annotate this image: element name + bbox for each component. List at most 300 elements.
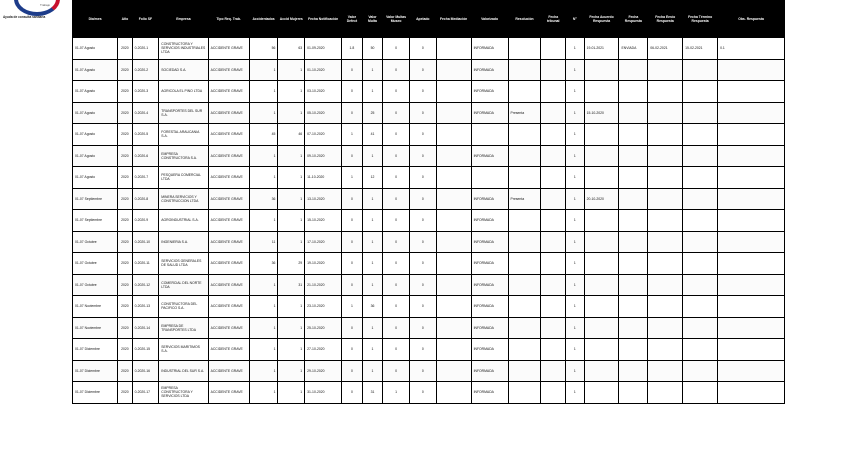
table-cell: 0 [383, 253, 410, 275]
table-cell [648, 59, 683, 81]
table-cell: 01-07 Septiembre [73, 210, 118, 232]
table-cell: ACCIDENTE GRAVE [208, 274, 249, 296]
table-cell: 11 [249, 231, 278, 253]
table-cell [436, 231, 471, 253]
table-row[interactable] [73, 102, 785, 124]
table-cell [541, 253, 566, 275]
table-cell: 0-2020-13 [132, 296, 159, 318]
table-cell: INFORMADA [471, 210, 508, 232]
table-cell: 1 [278, 210, 305, 232]
table-cell: 41 [362, 124, 383, 146]
table-cell: 0 [383, 317, 410, 339]
table-cell: 2020 [118, 317, 132, 339]
table-cell: 0 [409, 382, 436, 404]
table-cell [541, 296, 566, 318]
column-header[interactable]: Valorizado [471, 1, 508, 38]
table-cell [648, 296, 683, 318]
table-cell: 0 [383, 231, 410, 253]
table-cell: ACCIDENTE GRAVE [208, 145, 249, 167]
table-cell: PESQUERA COMERCIAL LTDA [159, 167, 208, 189]
table-cell [718, 81, 785, 103]
table-cell: 0 [383, 124, 410, 146]
table-cell: 0-2020-14 [132, 317, 159, 339]
table-cell: 1 [249, 81, 278, 103]
table-cell: AGRICOLA EL PINO LTDA [159, 81, 208, 103]
table-cell [718, 188, 785, 210]
table-cell [648, 317, 683, 339]
table-cell: 1 [566, 231, 584, 253]
table-cell: 0 [409, 253, 436, 275]
table-cell [648, 188, 683, 210]
table-cell [584, 124, 619, 146]
column-header[interactable]: Accidentados [249, 1, 278, 38]
table-cell: 0-2020-15 [132, 339, 159, 361]
table-cell: SOCIEDAD S.A. [159, 59, 208, 81]
table-cell: 01-07 Septiembre [73, 188, 118, 210]
table-cell: ACCIDENTE GRAVE [208, 102, 249, 124]
table-cell: 1 [566, 339, 584, 361]
table-cell: 0 [383, 339, 410, 361]
table-cell: Presenta [508, 188, 541, 210]
table-cell: 1 [362, 253, 383, 275]
column-header[interactable]: N° [566, 1, 584, 38]
table-cell [541, 210, 566, 232]
table-cell: 13-10-2020 [305, 188, 342, 210]
table-cell [541, 231, 566, 253]
column-header[interactable]: Apelado [409, 1, 436, 38]
table-cell [436, 253, 471, 275]
table-cell: 2020 [118, 382, 132, 404]
column-header[interactable]: Valor Defect [342, 1, 363, 38]
table-cell [619, 339, 648, 361]
table-cell: INFORMADA [471, 102, 508, 124]
table-cell: 1 [566, 296, 584, 318]
table-cell: 1 [566, 167, 584, 189]
table-row[interactable] [73, 188, 785, 210]
table-cell [584, 382, 619, 404]
table-cell [619, 274, 648, 296]
table-cell [648, 102, 683, 124]
table-row[interactable] [73, 124, 785, 146]
table-cell: ACCIDENTE GRAVE [208, 167, 249, 189]
table-cell [436, 188, 471, 210]
table-cell: 23-10-2020 [305, 296, 342, 318]
table-cell [436, 274, 471, 296]
table-cell [683, 145, 718, 167]
table-cell: 19-01-2021 [584, 38, 619, 60]
table-cell: ACCIDENTE GRAVE [208, 38, 249, 60]
table-cell: INFORMADA [471, 253, 508, 275]
table-cell [619, 188, 648, 210]
table-row[interactable] [73, 296, 785, 318]
table-cell [718, 102, 785, 124]
table-cell: 0 [409, 102, 436, 124]
table-cell: EMPRESA CONSTRUCTORA Y SERVICIOS LTDA [159, 382, 208, 404]
table-cell: 1 [566, 102, 584, 124]
table-cell: 1 [362, 188, 383, 210]
table-cell [508, 317, 541, 339]
column-header[interactable]: Valor Multas Museo [383, 1, 410, 38]
table-cell: ACCIDENTE GRAVE [208, 59, 249, 81]
table-cell: 1 [566, 382, 584, 404]
table-cell: 0 [409, 317, 436, 339]
table-cell [619, 59, 648, 81]
table-cell: 1 [566, 317, 584, 339]
column-header[interactable]: Obs. Respuesta [718, 1, 785, 38]
table-cell: 01-07 Noviembre [73, 296, 118, 318]
table-cell: 1 [278, 145, 305, 167]
table-cell: 01-07 Diciembre [73, 382, 118, 404]
table-row[interactable] [73, 81, 785, 103]
table-cell [508, 274, 541, 296]
table-cell: 29 [278, 253, 305, 275]
table-cell [508, 124, 541, 146]
table-cell [584, 145, 619, 167]
table-cell: INFORMADA [471, 274, 508, 296]
table-cell: 0 [383, 59, 410, 81]
table-cell: AGROINDUSTRIAL S.A. [159, 210, 208, 232]
table-cell: 1 [362, 81, 383, 103]
table-cell [683, 382, 718, 404]
table-cell [584, 296, 619, 318]
table-cell: 36 [249, 253, 278, 275]
table-cell: 1 [362, 210, 383, 232]
table-cell: 56 [249, 38, 278, 60]
table-cell: 0 [342, 231, 363, 253]
table-cell [648, 231, 683, 253]
table-cell: 01-07 Agosto [73, 81, 118, 103]
table-cell [436, 167, 471, 189]
table-cell [683, 210, 718, 232]
table-cell: 1 [362, 231, 383, 253]
table-cell [508, 296, 541, 318]
table-row[interactable] [73, 210, 785, 232]
table-cell [541, 124, 566, 146]
table-cell: 2020 [118, 274, 132, 296]
table-cell: 01-07 Octubre [73, 253, 118, 275]
table-row[interactable] [73, 360, 785, 382]
table-cell: 06-02-2021 [648, 38, 683, 60]
table-cell [619, 210, 648, 232]
table-cell: 1 [249, 102, 278, 124]
table-cell [718, 231, 785, 253]
table-cell: 0 [342, 253, 363, 275]
column-header[interactable]: Año [118, 1, 132, 38]
table-cell: 46 [278, 124, 305, 146]
table-cell [648, 210, 683, 232]
column-header[interactable]: Resolución [508, 1, 541, 38]
table-cell [683, 231, 718, 253]
table-cell [541, 145, 566, 167]
table-cell: 63 [278, 38, 305, 60]
table-cell: 01-07 Diciembre [73, 339, 118, 361]
table-cell [648, 145, 683, 167]
table-cell: INFORMADA [471, 145, 508, 167]
table-cell [648, 124, 683, 146]
table-row[interactable] [73, 59, 785, 81]
table-cell: 1 [566, 38, 584, 60]
table-cell: INFORMADA [471, 360, 508, 382]
table-cell [718, 296, 785, 318]
table-cell: 21-10-2020 [305, 274, 342, 296]
table-cell: 2020 [118, 339, 132, 361]
table-cell: 1 [566, 81, 584, 103]
table-cell: 2020 [118, 360, 132, 382]
table-header [73, 1, 785, 38]
table-cell: 27-10-2020 [305, 339, 342, 361]
table-cell [648, 253, 683, 275]
table-cell [508, 145, 541, 167]
table-cell [541, 339, 566, 361]
table-cell [584, 360, 619, 382]
column-header[interactable]: Tipo Req. Trab. [208, 1, 249, 38]
table-cell: ACCIDENTE GRAVE [208, 339, 249, 361]
table-cell [683, 317, 718, 339]
table-cell: 0 [342, 382, 363, 404]
table-cell: ACCIDENTE GRAVE [208, 188, 249, 210]
table-cell: 0-2020-10 [132, 231, 159, 253]
table-cell: 0-2020-5 [132, 124, 159, 146]
table-cell: COMERCIAL DEL NORTE LTDA [159, 274, 208, 296]
table-cell: 1 [362, 274, 383, 296]
table-cell [648, 81, 683, 103]
table-row[interactable] [73, 339, 785, 361]
table-cell [718, 339, 785, 361]
table-cell: 1 [278, 317, 305, 339]
column-header[interactable]: Folio SF [132, 1, 159, 38]
table-row[interactable] [73, 231, 785, 253]
table-cell [508, 231, 541, 253]
table-cell: 0-2020-6 [132, 145, 159, 167]
table-cell: 2020 [118, 253, 132, 275]
table-cell: 05-10-2020 [305, 102, 342, 124]
table-cell: 1 [383, 382, 410, 404]
table-cell [718, 253, 785, 275]
table-cell [648, 167, 683, 189]
table-cell [436, 339, 471, 361]
table-body [73, 38, 785, 404]
table-cell [619, 382, 648, 404]
table-cell: 1 [566, 145, 584, 167]
table-cell [508, 210, 541, 232]
table-cell [584, 317, 619, 339]
table-cell: 17-10-2020 [305, 231, 342, 253]
table-cell: 0-2020-1 [132, 38, 159, 60]
table-cell [541, 360, 566, 382]
table-cell: 01-07 Diciembre [73, 360, 118, 382]
table-cell: EMPRESA DE TRANSPORTES LTDA [159, 317, 208, 339]
table-cell [584, 167, 619, 189]
table-cell: 1 [342, 296, 363, 318]
table-cell [541, 317, 566, 339]
table-cell: 1 [278, 81, 305, 103]
table-cell: 19-10-2020 [305, 253, 342, 275]
table-row[interactable] [73, 317, 785, 339]
table-row[interactable] [73, 145, 785, 167]
table-cell: 11-10-2020 [305, 167, 342, 189]
table-cell: 2020 [118, 231, 132, 253]
column-header[interactable]: Accid Mujeres [278, 1, 305, 38]
table-cell: 15-10-2020 [584, 102, 619, 124]
table-cell [718, 167, 785, 189]
table-cell [508, 81, 541, 103]
table-cell [648, 360, 683, 382]
table-cell: 0 [409, 59, 436, 81]
table-cell [619, 167, 648, 189]
table-cell: 1 [566, 274, 584, 296]
table-cell [541, 167, 566, 189]
table-cell [471, 124, 508, 146]
table-cell: 0 [409, 81, 436, 103]
table-cell: 1 [566, 188, 584, 210]
table-cell: ACCIDENTE GRAVE [208, 382, 249, 404]
table-cell: 2020 [118, 59, 132, 81]
table-cell [584, 253, 619, 275]
table-cell: 15-10-2020 [305, 210, 342, 232]
logo-text: Trabajo [40, 3, 51, 7]
table-cell [619, 145, 648, 167]
table-cell: 01-07 Agosto [73, 38, 118, 60]
table-cell: 0 [342, 339, 363, 361]
table-cell: 0 [409, 167, 436, 189]
table-cell: SERVICIOS GENERALES DE SALUD LTDA [159, 253, 208, 275]
table-cell: 36 [362, 296, 383, 318]
column-header[interactable]: Fecha Término Respuesta [683, 1, 718, 38]
table-cell: 2020 [118, 38, 132, 60]
table-cell: ACCIDENTE GRAVE [208, 81, 249, 103]
table-cell: 0 [383, 81, 410, 103]
table-cell: 0 [383, 167, 410, 189]
table-cell: 0 [409, 124, 436, 146]
table-row[interactable] [73, 274, 785, 296]
table-cell: 1 [278, 296, 305, 318]
table-cell [718, 59, 785, 81]
table-cell: 1 [249, 339, 278, 361]
table-cell: 36 [249, 188, 278, 210]
table-cell: 1 [278, 59, 305, 81]
page-caption: Ayuda de consulta sanitaria [3, 15, 46, 19]
table-cell: 1 [249, 296, 278, 318]
table-cell: 1 [278, 167, 305, 189]
table-cell: 01-09-2020 [305, 38, 342, 60]
table-cell: 03-10-2020 [305, 81, 342, 103]
table-cell: 1 [278, 231, 305, 253]
table-cell: ACCIDENTE GRAVE [208, 210, 249, 232]
table-row[interactable] [73, 38, 785, 60]
table-cell [436, 124, 471, 146]
table-cell: 0-2020-4 [132, 102, 159, 124]
table-cell [718, 274, 785, 296]
table-cell [508, 253, 541, 275]
table-cell [718, 360, 785, 382]
table-cell: 1 [342, 167, 363, 189]
table-cell: 2020 [118, 145, 132, 167]
column-header[interactable]: Fecha Acuerdo Respuesta [584, 1, 619, 38]
table-cell: ACCIDENTE GRAVE [208, 296, 249, 318]
table-cell: EMPRESA CONSTRUCTORA S.A. [159, 145, 208, 167]
table-cell [619, 81, 648, 103]
table-cell: 45 [249, 124, 278, 146]
table-cell [718, 317, 785, 339]
column-header[interactable]: Fecha Envío Respuesta [648, 1, 683, 38]
table-cell: 01-07 Octubre [73, 274, 118, 296]
table-cell: 1 [566, 360, 584, 382]
table-cell: 2020 [118, 167, 132, 189]
table-cell [619, 124, 648, 146]
table-row[interactable] [73, 167, 785, 189]
table-cell: 2020 [118, 81, 132, 103]
column-header[interactable]: Día/mes [73, 1, 118, 38]
table-cell: 0 [342, 59, 363, 81]
table-cell [508, 382, 541, 404]
table-cell [541, 59, 566, 81]
table-cell [683, 102, 718, 124]
column-header[interactable]: Valor Multa [362, 1, 383, 38]
logo-ring-icon [14, 0, 60, 16]
table-cell: INFORMADA [471, 339, 508, 361]
table-cell [619, 296, 648, 318]
table-cell [584, 210, 619, 232]
table-cell: 09-10-2020 [305, 145, 342, 167]
table-cell: 07-10-2020 [305, 124, 342, 146]
table-cell [648, 382, 683, 404]
table-cell [683, 81, 718, 103]
table-cell: 0-2020-12 [132, 274, 159, 296]
table-cell: 2020 [118, 102, 132, 124]
column-header[interactable]: Fecha tribunal [541, 1, 566, 38]
table-cell: 1 [566, 253, 584, 275]
table-cell: 0 [383, 274, 410, 296]
table-row[interactable] [73, 382, 785, 404]
table-cell: 1 [342, 124, 363, 146]
table-cell: Presenta [508, 102, 541, 124]
table-cell: 01-07 Noviembre [73, 317, 118, 339]
table-cell: 0 [409, 339, 436, 361]
column-header[interactable]: Fecha Notificación [305, 1, 342, 38]
table-cell: 1.8 [342, 38, 363, 60]
table-cell: SERVICIOS MARITIMOS S.A. [159, 339, 208, 361]
table-cell: 0 [342, 81, 363, 103]
table-cell: 0 [342, 188, 363, 210]
table-cell: INDUSTRIAL DEL SUR S.A. [159, 360, 208, 382]
table-cell: 1 [249, 274, 278, 296]
table-cell [584, 339, 619, 361]
table-cell: 1 [278, 339, 305, 361]
table-cell: 0 [409, 296, 436, 318]
table-cell [436, 317, 471, 339]
table-cell [541, 38, 566, 60]
table-cell: FORESTAL ARAUCANIA S.A. [159, 124, 208, 146]
table-cell: 1 [278, 102, 305, 124]
column-header[interactable]: Fecha Mediación [436, 1, 471, 38]
table-cell [436, 296, 471, 318]
column-header[interactable]: Empresa [159, 1, 208, 38]
table-cell: 2020 [118, 124, 132, 146]
table-cell: ACCIDENTE GRAVE [208, 360, 249, 382]
table-cell [718, 210, 785, 232]
table-cell: 0-2020-2 [132, 59, 159, 81]
table-cell: 01-07 Agosto [73, 59, 118, 81]
table-cell: 2020 [118, 188, 132, 210]
column-header[interactable]: Fecha Respuesta [619, 1, 648, 38]
table-row[interactable] [73, 253, 785, 275]
table-cell [436, 360, 471, 382]
table-cell [619, 231, 648, 253]
table-cell: INFORMADA [471, 317, 508, 339]
table-cell: 1 [362, 145, 383, 167]
table-cell [683, 124, 718, 146]
table-cell [436, 382, 471, 404]
